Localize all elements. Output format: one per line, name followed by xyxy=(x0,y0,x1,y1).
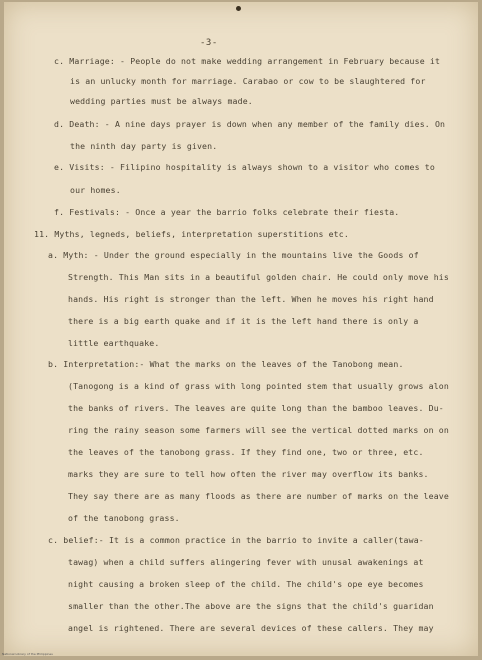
text-line: Strength. This Man sits in a beautiful golden chair. He could only move his xyxy=(68,272,449,282)
text-line: e. Visits: - Filipino hospitality is always shown to a visitor who comes to xyxy=(54,162,435,172)
text-line: f. Festivals: - Once a year the barrio folks celebrate their fiesta. xyxy=(54,207,400,217)
punch-hole xyxy=(236,6,241,11)
text-line: They say there are as many floods as there are number of marks on the leave xyxy=(68,491,449,501)
text-line: the banks of rivers. The leaves are quite long than the bamboo leaves. Du- xyxy=(68,403,444,413)
text-line: our homes. xyxy=(70,185,121,195)
text-line: c. belief:- It is a common practice in the barrio to invite a caller(tawa- xyxy=(48,535,424,545)
text-line: the ninth day party is given. xyxy=(70,141,218,151)
text-line: marks they are sure to tell how often the river may overflow its banks. xyxy=(68,469,429,479)
archive-footer: National Library of the Philippines xyxy=(2,652,53,656)
text-line: smaller than the other.The above are the signs that the child's guaridan xyxy=(68,601,434,611)
text-line: d. Death: - A nine days prayer is down when any member of the family dies. On xyxy=(54,119,446,129)
text-line: hands. His right is stronger than the left. When he moves his right hand xyxy=(68,294,434,304)
page-number: -3- xyxy=(200,38,218,48)
text-line: (Tanogong is a kind of grass with long pointed stem that usually grows alon xyxy=(68,381,449,391)
text-line: ring the rainy season some farmers will see the vertical dotted marks on on xyxy=(68,425,449,435)
text-line: the leaves of the tanobong grass. If they find one, two or three, etc. xyxy=(68,447,424,457)
text-line: little earthquake. xyxy=(68,338,160,348)
text-line: wedding parties must be always made. xyxy=(70,96,253,106)
text-line: of the tanobong grass. xyxy=(68,513,180,523)
document-page xyxy=(4,2,478,656)
text-line: angel is rightened. There are several devices of these callers. They may xyxy=(68,623,434,633)
text-line: tawag) when a child suffers alingering fever with unusal awakenings at xyxy=(68,557,424,567)
text-line: 11. Myths, legneds, beliefs, interpretation superstitions etc. xyxy=(34,229,349,239)
text-line: there is a big earth quake and if it is the left hand there is only a xyxy=(68,316,419,326)
text-line: night causing a broken sleep of the child. The child's ope eye becomes xyxy=(68,579,424,589)
text-line: is an unlucky month for marriage. Carabao or cow to be slaughtered for xyxy=(70,76,426,86)
text-line: c. Marriage: - People do not make wedding arrangement in February because it xyxy=(54,56,441,66)
text-line: b. Interpretation:- What the marks on the leaves of the Tanobong mean. xyxy=(48,359,404,369)
text-line: a. Myth: - Under the ground especially in the mountains live the Goods of xyxy=(48,250,419,260)
